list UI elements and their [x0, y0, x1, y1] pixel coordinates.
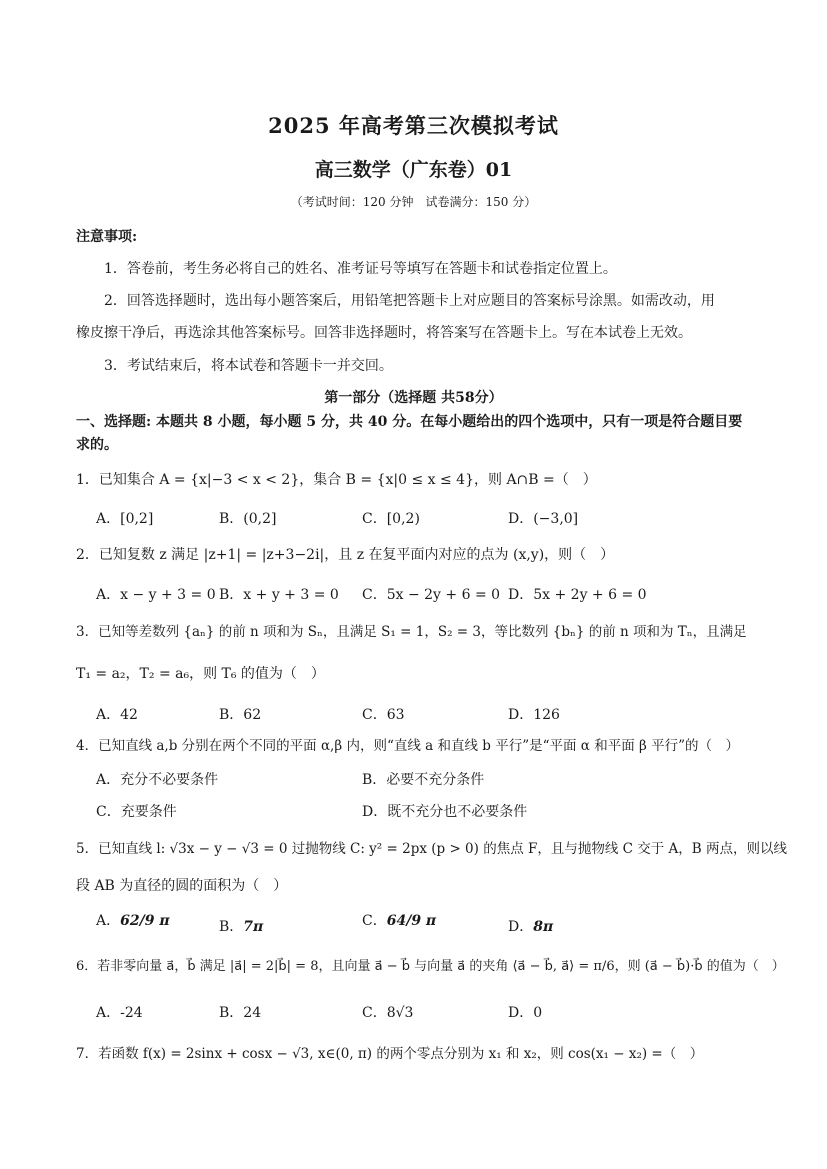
- question-4-option-d: D．既不充分也不必要条件: [362, 804, 528, 820]
- notice-heading: 注意事项:: [76, 229, 138, 245]
- notice-item-2-line-1: 2．回答选择题时，选出每小题答案后，用铅笔把答题卡上对应题目的答案标号涂黑。如需改动，用: [104, 293, 715, 309]
- question-4-stem: 4．已知直线 a,b 分别在两个不同的平面 α,β 内，则“直线 a 和直线 b 平行”是“平面 α 和平面 β 平行”的（ ）: [76, 738, 739, 754]
- question-6-option-b: B．24: [219, 1005, 262, 1021]
- question-5-option-c-letter: C．: [362, 913, 387, 929]
- question-2-stem: 2．已知复数 z 满足 |z+1| = |z+3−2i|，且 z 在复平面内对应的点为 (x,y)，则（ ）: [76, 547, 615, 563]
- question-5-option-b-value: 7π: [243, 919, 264, 935]
- question-2-option-b: B．x + y + 3 = 0: [219, 587, 339, 603]
- question-4-option-c: C．充要条件: [96, 804, 177, 820]
- question-1-stem: 1．已知集合 A = {x|−3 < x < 2}，集合 B = {x|0 ≤ x ≤ 4}，则 A∩B =（ ）: [76, 472, 597, 488]
- question-6-stem: 6．若非零向量 a⃗，b⃗ 满足 |a⃗| = 2|b⃗| = 8，且向量 a⃗ − b⃗ 与向量 a⃗ 的夹角 ⟨a⃗ − b⃗, a⃗⟩ = π/6，则 (a⃗ − b⃗)·b⃗ 的值为（ ）: [76, 959, 785, 974]
- question-3-option-b: B．62: [219, 707, 262, 723]
- exam-subtitle: 高三数学（广东卷）01: [314, 159, 513, 181]
- question-6-option-a: A．-24: [96, 1005, 143, 1021]
- section-instruction-line-1: 一、选择题: 本题共 8 小题，每小题 5 分，共 40 分。在每小题给出的四个选项中，只有一项是符合题目要: [76, 414, 743, 430]
- question-3-option-d: D．126: [508, 707, 560, 723]
- question-2-option-a: A．x − y + 3 = 0: [96, 587, 216, 603]
- question-1-option-a: A．[0,2]: [96, 511, 154, 527]
- exam-info: （考试时间：120 分钟 试卷满分：150 分）: [290, 195, 537, 209]
- question-5-option-d-letter: D．: [508, 919, 534, 935]
- question-5-stem-line-1: 5．已知直线 l: √3x − y − √3 = 0 过抛物线 C: y² = 2px (p > 0) 的焦点 F，且与抛物线 C 交于 A，B 两点，则以线: [76, 841, 788, 857]
- notice-item-1: 1．答卷前，考生务必将自己的姓名、准考证号等填写在答题卡和试卷指定位置上。: [104, 261, 617, 277]
- question-3-option-a: A．42: [96, 707, 138, 723]
- question-3-stem-line-1: 3．已知等差数列 {aₙ} 的前 n 项和为 Sₙ，且满足 S₁ = 1，S₂ = 3，等比数列 {bₙ} 的前 n 项和为 Tₙ，且满足: [76, 624, 747, 640]
- question-1-option-d: D．(−3,0]: [508, 511, 579, 527]
- section-title: 第一部分（选择题 共58分）: [324, 390, 503, 406]
- question-6-option-c: C．8√3: [362, 1005, 414, 1021]
- question-1-option-b: B．(0,2]: [219, 511, 277, 527]
- question-3-option-c: C．63: [362, 707, 405, 723]
- question-4-option-b: B．必要不充分条件: [362, 772, 485, 788]
- question-2-option-c: C．5x − 2y + 6 = 0: [362, 587, 501, 603]
- question-6-option-d: D．0: [508, 1005, 543, 1021]
- question-5-option-d-value: 8π: [533, 919, 554, 935]
- question-5-option-b-letter: B．: [219, 919, 244, 935]
- question-7-stem: 7．若函数 f(x) = 2sinx + cosx − √3, x∈(0, π) 的两个零点分别为 x₁ 和 x₂，则 cos(x₁ − x₂) =（ ）: [76, 1046, 704, 1062]
- question-3-stem-line-2: T₁ = a₂，T₂ = a₆，则 T₆ 的值为（ ）: [76, 666, 325, 682]
- notice-item-2-line-2: 橡皮擦干净后，再选涂其他答案标号。回答非选择题时，将答案写在答题卡上。写在本试卷上无效。: [76, 325, 692, 341]
- notice-item-3: 3．考试结束后，将本试卷和答题卡一并交回。: [104, 358, 393, 374]
- question-5-stem-line-2: 段 AB 为直径的圆的面积为（ ）: [76, 878, 288, 894]
- question-5-option-a: [96, 910, 170, 930]
- question-2-option-d: D．5x + 2y + 6 = 0: [508, 587, 647, 603]
- question-5-option-a-letter: A．: [96, 913, 121, 929]
- question-5-option-a-value: 62/9 π: [120, 913, 170, 929]
- question-5-option-c-value: 64/9 π: [386, 913, 437, 929]
- question-5-option-d: [508, 916, 553, 936]
- question-1-option-c: C．[0,2): [362, 511, 420, 527]
- question-5-option-b: [219, 916, 263, 936]
- section-instruction-line-2: 求的。: [76, 437, 118, 453]
- question-4-option-a: A．充分不必要条件: [96, 772, 219, 788]
- exam-title: 2025 年高考第三次模拟考试: [268, 113, 559, 138]
- question-5-option-c: [362, 910, 436, 930]
